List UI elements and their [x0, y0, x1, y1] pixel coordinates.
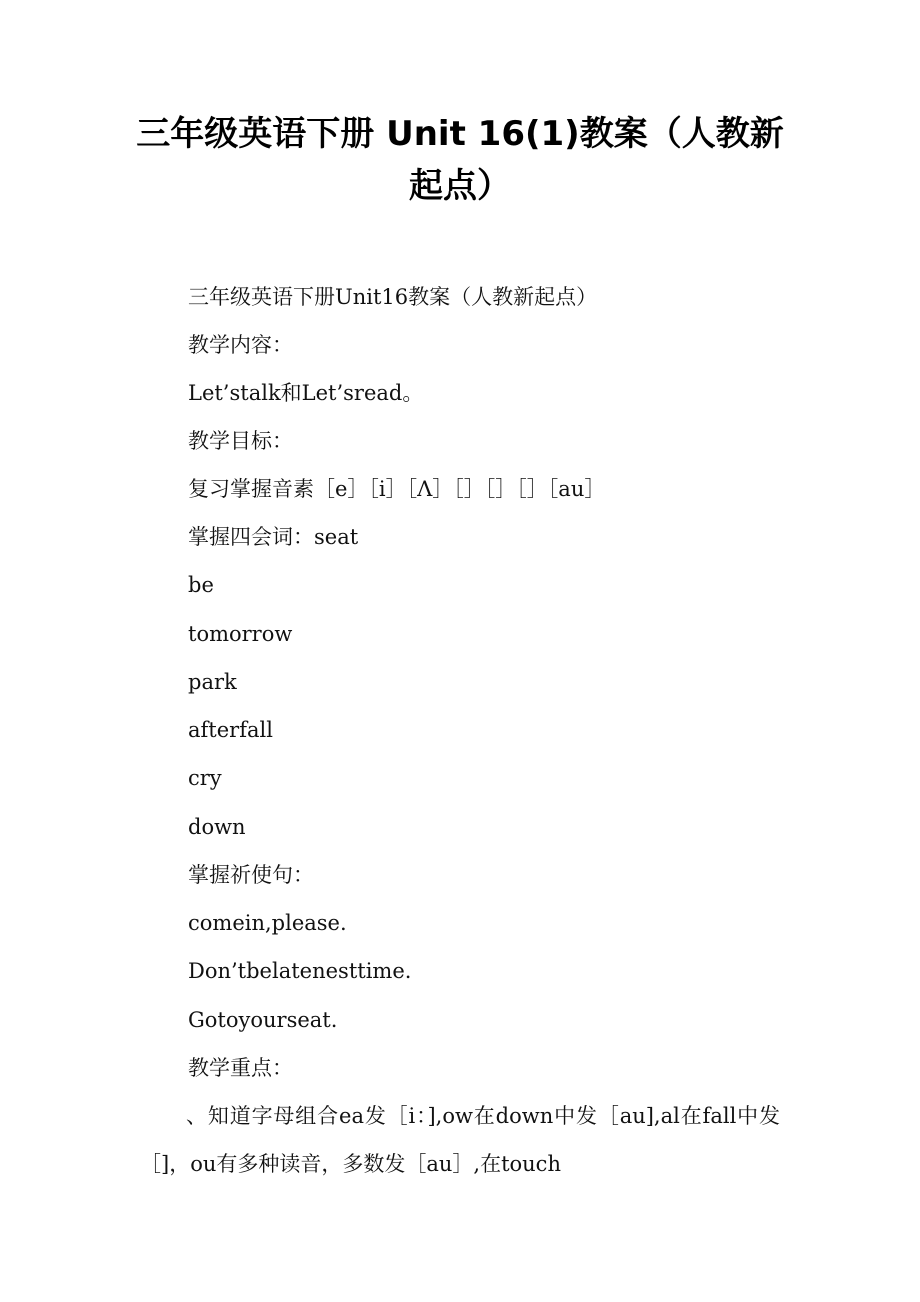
- text-line: cry: [188, 766, 222, 790]
- text-line: 教学重点：: [188, 1056, 293, 1080]
- text-line: Let’stalk和Let’sread。: [188, 381, 424, 405]
- text-line: 教学目标：: [188, 429, 293, 453]
- text-line: 三年级英语下册Unit16教案（人教新起点）: [188, 285, 598, 309]
- text-line: 复习掌握音素［e］［i］［Λ］［］［］［］［au］: [188, 477, 606, 501]
- text-line: 掌握四会词：seat: [188, 525, 359, 549]
- text-line: park: [188, 670, 237, 694]
- text-line: afterfall: [188, 718, 273, 742]
- text-line: Don’tbelatenesttime.: [188, 959, 412, 983]
- text-line: be: [188, 573, 214, 597]
- text-line: Gotoyourseat.: [188, 1008, 338, 1032]
- text-line: down: [188, 815, 246, 839]
- text-line: 掌握祈使句：: [188, 863, 314, 887]
- body-paragraph: 、知道字母组合ea发［i：],ow在down中发［au],al在fall中发［]，ou有多种读音，多数发［au］,在touch: [140, 1104, 780, 1176]
- document-title: 三年级英语下册 Unit 16(1)教案（人教新起点）: [136, 114, 784, 206]
- text-line: 教学内容：: [188, 333, 293, 357]
- text-line: comein,please.: [188, 911, 347, 935]
- text-line: tomorrow: [188, 622, 293, 646]
